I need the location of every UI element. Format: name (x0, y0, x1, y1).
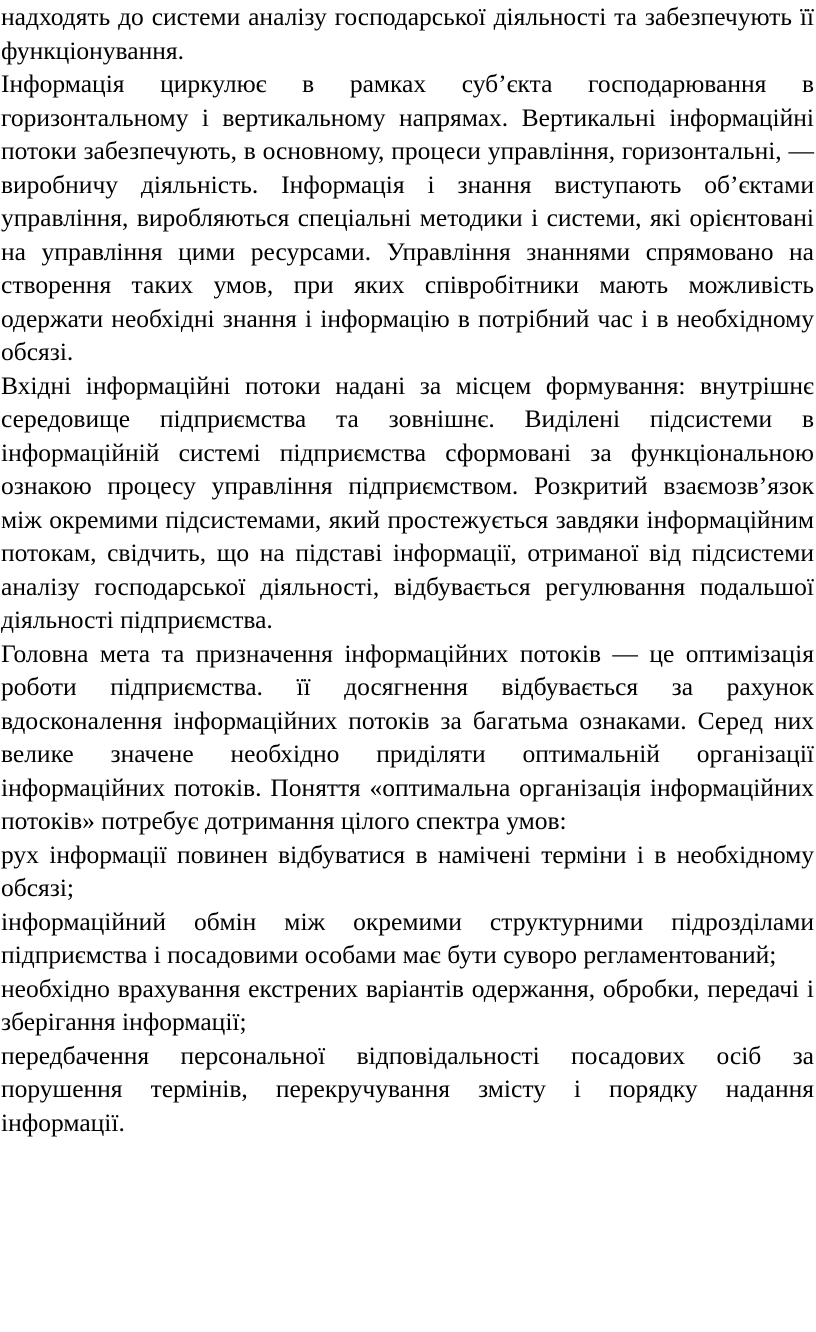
condition-item-exchange: інформаційний обмін між окремими структурними підрозділами підприємства і посадовими особами має бути суворо регламентований; (1, 906, 814, 969)
paragraph-continuation: надходять до системи аналізу господарської діяльності та забезпечують її функціонування. (1, 2, 814, 65)
condition-item-timing: рух інформації повинен відбуватися в намічені терміни і в необхідному обсязі; (1, 839, 814, 902)
condition-item-responsibility: передбачення персональної відповідальності посадових осіб за порушення термінів, перекручування змісту і порядку надання інформації. (1, 1040, 814, 1137)
paragraph-main-goal: Головна мета та призначення інформаційних потоків — це оптимізація роботи підприємства. її досягнення відбувається за рахунок вдосконалення інформаційних потоків за багатьма ознаками. Серед них велике значене необхідно приділяти оптимальній організації інформаційних потоків. Поняття «оптимальна організація інформаційних потоків» потребує дотримання цілого спектра умов: (1, 638, 814, 835)
paragraph-input-flows: Вхідні інформаційні потоки надані за місцем формування: внутрішнє середовище підприємства та зовнішнє. Виділені підсистеми в інформаційній системі підприємства сформовані за функціональною ознакою процесу управління підприємством. Розкритий взаємозв’язок між окремими підсистемами, який простежується завдяки інформаційним потокам, свідчить, що на підставі інформації, отриманої від підсистеми аналізу господарської діяльності, відбувається регулювання подальшої діяльності підприємства. (1, 370, 814, 634)
paragraph-information-circulation: Інформація циркулює в рамках суб’єкта господарювання в горизонтальному і вертикальному напрямах. Вертикальні інформаційні потоки забезпечують, в основному, процеси управління, горизонтальні, — виробничу діяльність. Інформація і знання виступають об’єктами управління, виробляються спеціальні методики і системи, які орієнтовані на управління цими ресурсами. Управління знаннями спрямовано на створення таких умов, при яких співробітники мають можливість одержати необхідні знання і інформацію в потрібний час і в необхідному обсязі. (1, 69, 814, 366)
condition-item-emergency: необхідно врахування екстрених варіантів одержання, обробки, передачі і зберігання інформації; (1, 973, 814, 1036)
